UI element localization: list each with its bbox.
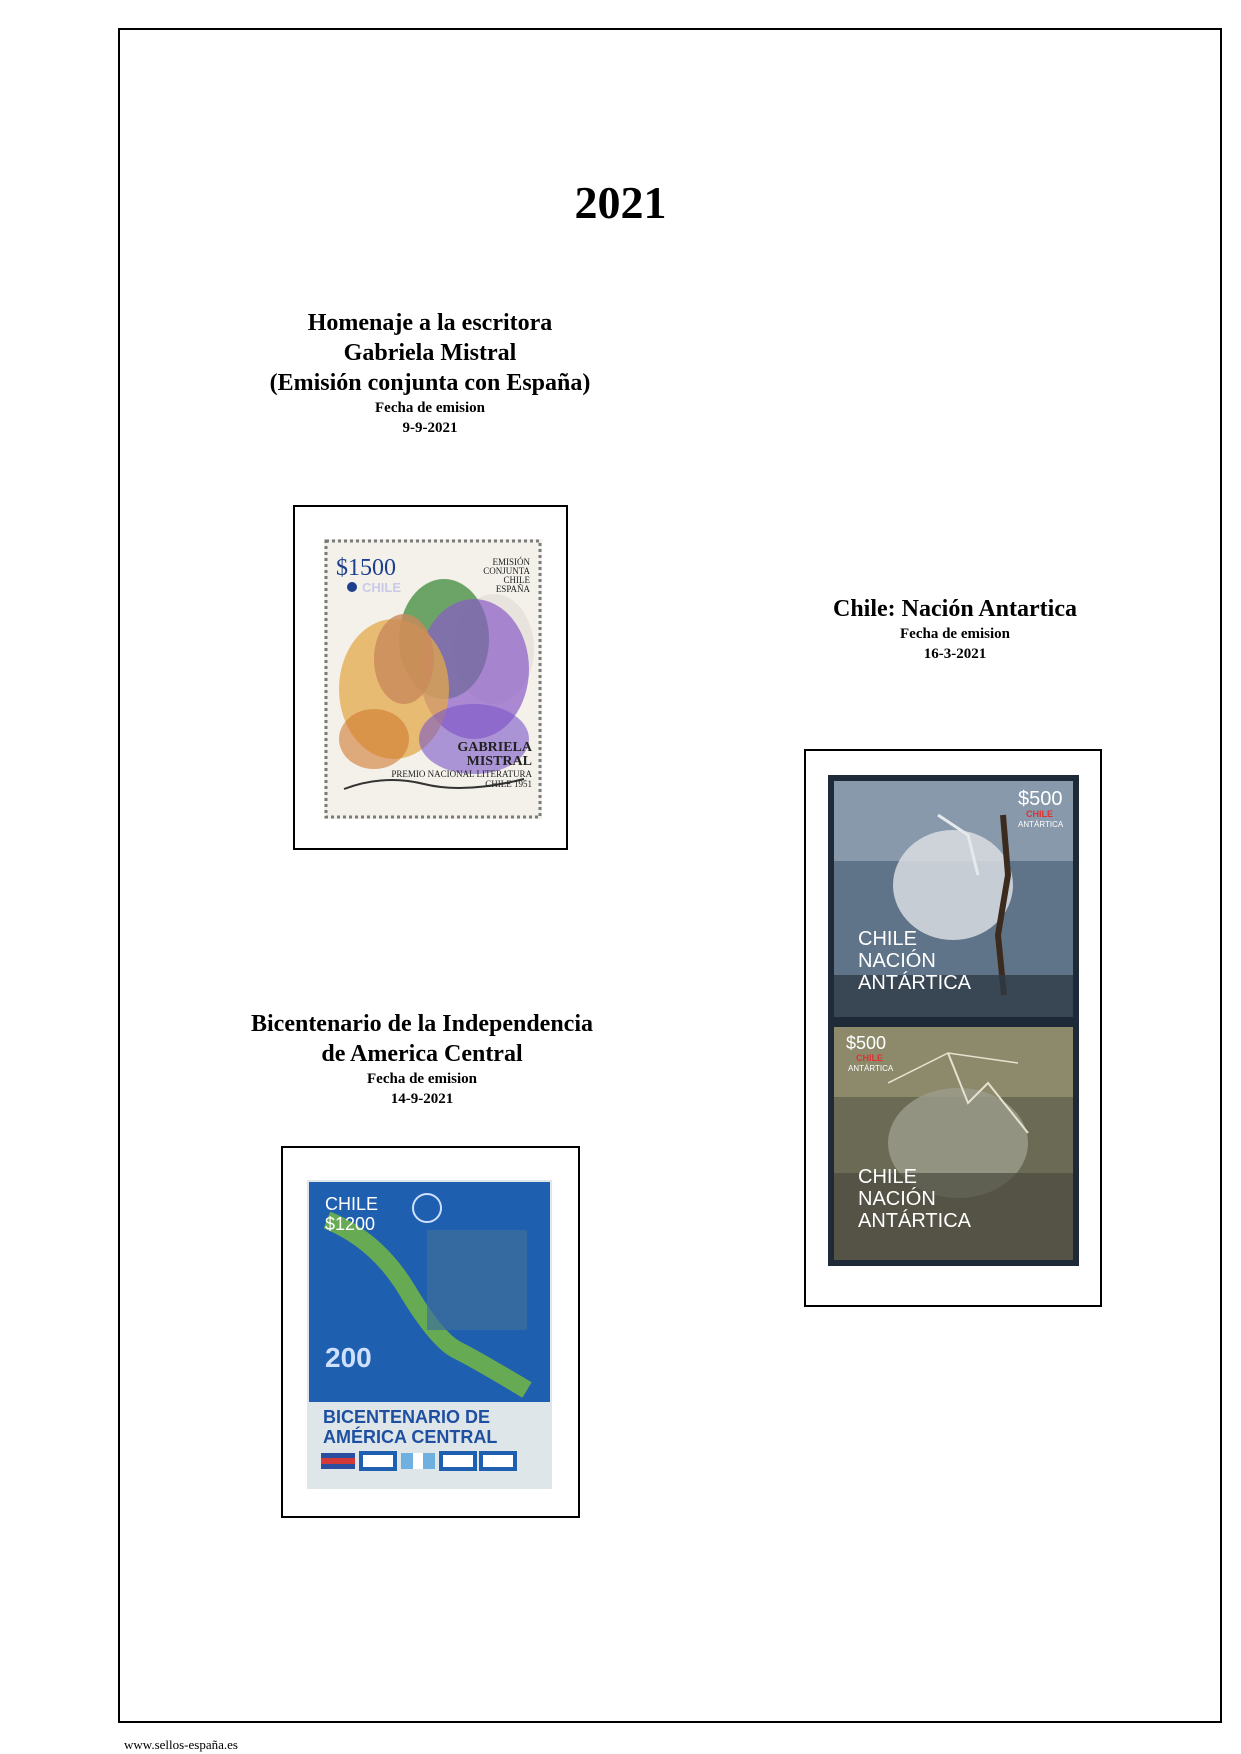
stamp-mount-antartica <box>804 749 1102 1307</box>
stamp-bicentenario <box>307 1180 552 1489</box>
issue-caption-antartica <box>800 594 1110 664</box>
issue-title-line: de America Central <box>321 1041 523 1067</box>
stamp-legend-line: CHILE <box>858 1166 917 1188</box>
issue-date: 9-9-2021 <box>402 420 458 436</box>
stamp-legend-line: NACIÓN <box>858 950 936 972</box>
stamp-side-text: CONJUNTA <box>483 566 530 576</box>
stamp-big-number: 200 <box>325 1342 372 1373</box>
stamp-name-line: GABRIELA <box>457 740 532 755</box>
stamp-value: $500 <box>846 1033 887 1053</box>
stamp-side-text: CHILE <box>503 575 530 585</box>
stamp-bicentenario-art <box>307 1180 552 1489</box>
stamp-award-line: CHILE 1951 <box>485 779 532 789</box>
stamp-country: CHILE <box>325 1194 379 1214</box>
stamp-value: $500 <box>1018 788 1063 810</box>
stamp-antartica-bottom-art <box>828 1023 1079 1266</box>
stamp-antartica-top <box>828 775 1079 1023</box>
stamp-value: $1200 <box>325 1214 376 1234</box>
stamp-country: CHILE <box>1026 809 1053 819</box>
issue-caption-mistral <box>230 308 630 438</box>
issue-date: 14-9-2021 <box>390 1091 454 1107</box>
issue-caption-bicentenario <box>222 1009 622 1109</box>
stamp-legend-line: ANTÁRTICA <box>858 972 971 994</box>
stamp-name-line: MISTRAL <box>466 754 532 769</box>
issue-title-line: Bicentenario de la Independencia <box>250 1011 593 1037</box>
issue-date-label: Fecha de emision <box>367 1071 477 1087</box>
stamp-legend-line: NACIÓN <box>858 1188 936 1210</box>
stamp-antartica-top-art <box>828 775 1079 1023</box>
issue-date-label: Fecha de emision <box>375 400 485 416</box>
issue-date-label: Fecha de emision <box>900 626 1010 642</box>
issue-title-line: Gabriela Mistral <box>343 340 517 366</box>
page-year-heading: 2021 <box>574 177 667 228</box>
stamp-mistral-art <box>324 539 542 819</box>
stamp-antartica-bottom <box>828 1023 1079 1266</box>
issue-title-line: Chile: Nación Antartica <box>833 596 1077 622</box>
issue-title-line: (Emisión conjunta con España) <box>269 370 591 396</box>
stamp-country: CHILE <box>362 580 401 595</box>
stamp-gabriela-mistral <box>324 539 542 819</box>
stamp-legend-line: AMÉRICA CENTRAL <box>323 1427 498 1447</box>
footer-website: www.sellos-españa.es <box>124 1737 238 1752</box>
stamp-side-text: ESPAÑA <box>495 584 530 594</box>
stamp-region: ANTÁRTICA <box>1018 820 1064 829</box>
issue-title-line: Homenaje a la escritora <box>307 310 553 336</box>
stamp-mount-bicentenario <box>281 1146 580 1518</box>
stamp-mount-mistral <box>293 505 568 850</box>
stamp-legend-line: BICENTENARIO DE <box>323 1407 491 1427</box>
stamp-value: $1500 <box>336 555 396 581</box>
issue-date: 16-3-2021 <box>923 646 987 662</box>
stamp-legend-line: ANTÁRTICA <box>858 1210 971 1232</box>
stamp-region: ANTÁRTICA <box>848 1064 894 1073</box>
stamp-award-line: PREMIO NACIONAL LITERATURA <box>391 769 532 779</box>
stamp-legend-line: CHILE <box>858 928 917 950</box>
stamp-country: CHILE <box>856 1053 883 1063</box>
stamp-side-text: EMISIÓN <box>492 557 530 567</box>
